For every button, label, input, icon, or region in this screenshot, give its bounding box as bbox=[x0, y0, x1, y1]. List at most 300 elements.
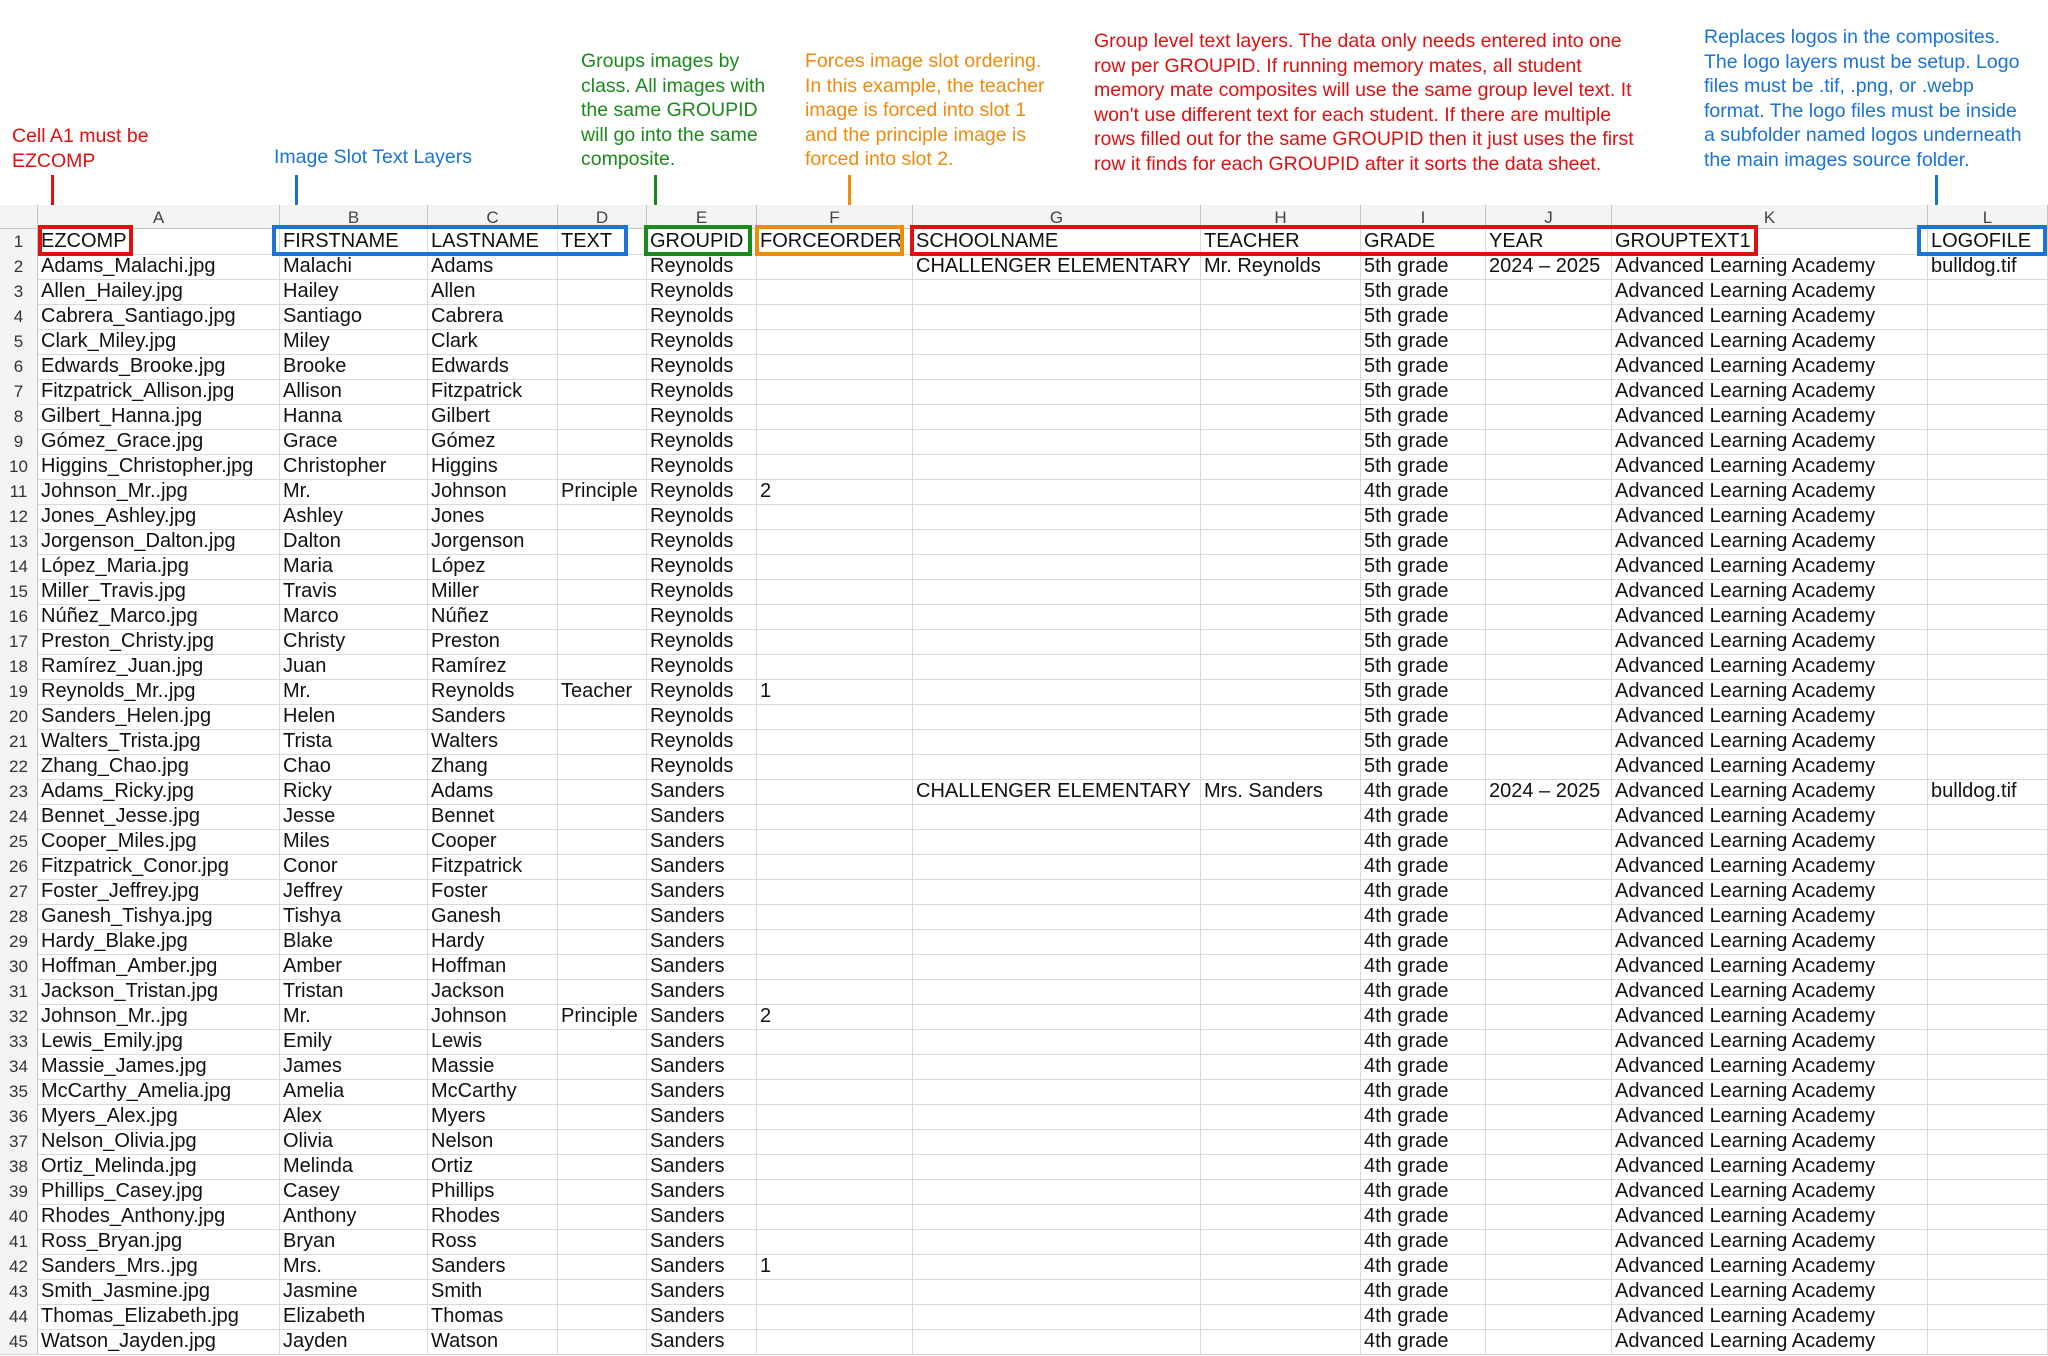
cell-d3[interactable] bbox=[558, 279, 647, 304]
cell-d19[interactable]: Teacher bbox=[558, 679, 647, 704]
row-header[interactable]: 15 bbox=[0, 579, 38, 604]
cell-e1[interactable]: GROUPID bbox=[647, 229, 757, 254]
cell-a28[interactable]: Ganesh_Tishya.jpg bbox=[38, 904, 280, 929]
cell-e41[interactable]: Sanders bbox=[647, 1229, 757, 1254]
cell-k38[interactable]: Advanced Learning Academy bbox=[1612, 1154, 1928, 1179]
cell-g10[interactable] bbox=[913, 454, 1201, 479]
cell-a5[interactable]: Clark_Miley.jpg bbox=[38, 329, 280, 354]
cell-f6[interactable] bbox=[757, 354, 913, 379]
cell-i37[interactable]: 4th grade bbox=[1361, 1129, 1486, 1154]
cell-a18[interactable]: Ramírez_Juan.jpg bbox=[38, 654, 280, 679]
cell-k32[interactable]: Advanced Learning Academy bbox=[1612, 1004, 1928, 1029]
cell-g17[interactable] bbox=[913, 629, 1201, 654]
cell-f11[interactable]: 2 bbox=[757, 479, 913, 504]
cell-h8[interactable] bbox=[1201, 404, 1361, 429]
cell-h36[interactable] bbox=[1201, 1104, 1361, 1129]
cell-b14[interactable]: Maria bbox=[280, 554, 428, 579]
cell-l37[interactable] bbox=[1928, 1129, 2048, 1154]
cell-l20[interactable] bbox=[1928, 704, 2048, 729]
cell-j40[interactable] bbox=[1486, 1204, 1612, 1229]
cell-d23[interactable] bbox=[558, 779, 647, 804]
cell-g43[interactable] bbox=[913, 1279, 1201, 1304]
row-header[interactable]: 10 bbox=[0, 454, 38, 479]
cell-i24[interactable]: 4th grade bbox=[1361, 804, 1486, 829]
cell-g8[interactable] bbox=[913, 404, 1201, 429]
cell-j37[interactable] bbox=[1486, 1129, 1612, 1154]
cell-b37[interactable]: Olivia bbox=[280, 1129, 428, 1154]
cell-e37[interactable]: Sanders bbox=[647, 1129, 757, 1154]
cell-c25[interactable]: Cooper bbox=[428, 829, 558, 854]
cell-d36[interactable] bbox=[558, 1104, 647, 1129]
cell-f39[interactable] bbox=[757, 1179, 913, 1204]
cell-e21[interactable]: Reynolds bbox=[647, 729, 757, 754]
cell-d37[interactable] bbox=[558, 1129, 647, 1154]
cell-f12[interactable] bbox=[757, 504, 913, 529]
cell-h11[interactable] bbox=[1201, 479, 1361, 504]
cell-a13[interactable]: Jorgenson_Dalton.jpg bbox=[38, 529, 280, 554]
cell-j18[interactable] bbox=[1486, 654, 1612, 679]
cell-e18[interactable]: Reynolds bbox=[647, 654, 757, 679]
cell-a27[interactable]: Foster_Jeffrey.jpg bbox=[38, 879, 280, 904]
cell-e26[interactable]: Sanders bbox=[647, 854, 757, 879]
cell-f28[interactable] bbox=[757, 904, 913, 929]
cell-g44[interactable] bbox=[913, 1304, 1201, 1329]
cell-j17[interactable] bbox=[1486, 629, 1612, 654]
row-header[interactable]: 20 bbox=[0, 704, 38, 729]
cell-a42[interactable]: Sanders_Mrs..jpg bbox=[38, 1254, 280, 1279]
cell-j21[interactable] bbox=[1486, 729, 1612, 754]
cell-k36[interactable]: Advanced Learning Academy bbox=[1612, 1104, 1928, 1129]
cell-j25[interactable] bbox=[1486, 829, 1612, 854]
row-header[interactable]: 11 bbox=[0, 479, 38, 504]
cell-a19[interactable]: Reynolds_Mr..jpg bbox=[38, 679, 280, 704]
cell-d24[interactable] bbox=[558, 804, 647, 829]
cell-b6[interactable]: Brooke bbox=[280, 354, 428, 379]
cell-b36[interactable]: Alex bbox=[280, 1104, 428, 1129]
cell-d42[interactable] bbox=[558, 1254, 647, 1279]
cell-g21[interactable] bbox=[913, 729, 1201, 754]
cell-i1[interactable]: GRADE bbox=[1361, 229, 1486, 254]
row-header[interactable]: 2 bbox=[0, 254, 38, 279]
row-header[interactable]: 23 bbox=[0, 779, 38, 804]
cell-d45[interactable] bbox=[558, 1329, 647, 1354]
cell-b20[interactable]: Helen bbox=[280, 704, 428, 729]
cell-a21[interactable]: Walters_Trista.jpg bbox=[38, 729, 280, 754]
cell-j42[interactable] bbox=[1486, 1254, 1612, 1279]
cell-i32[interactable]: 4th grade bbox=[1361, 1004, 1486, 1029]
row-header[interactable]: 39 bbox=[0, 1179, 38, 1204]
cell-d10[interactable] bbox=[558, 454, 647, 479]
cell-i23[interactable]: 4th grade bbox=[1361, 779, 1486, 804]
cell-f10[interactable] bbox=[757, 454, 913, 479]
cell-j14[interactable] bbox=[1486, 554, 1612, 579]
cell-j16[interactable] bbox=[1486, 604, 1612, 629]
cell-d26[interactable] bbox=[558, 854, 647, 879]
cell-l4[interactable] bbox=[1928, 304, 2048, 329]
cell-e45[interactable]: Sanders bbox=[647, 1329, 757, 1354]
cell-f24[interactable] bbox=[757, 804, 913, 829]
cell-c13[interactable]: Jorgenson bbox=[428, 529, 558, 554]
cell-j43[interactable] bbox=[1486, 1279, 1612, 1304]
cell-k17[interactable]: Advanced Learning Academy bbox=[1612, 629, 1928, 654]
cell-a34[interactable]: Massie_James.jpg bbox=[38, 1054, 280, 1079]
cell-g19[interactable] bbox=[913, 679, 1201, 704]
cell-f45[interactable] bbox=[757, 1329, 913, 1354]
cell-i13[interactable]: 5th grade bbox=[1361, 529, 1486, 554]
cell-f4[interactable] bbox=[757, 304, 913, 329]
cell-j5[interactable] bbox=[1486, 329, 1612, 354]
cell-g28[interactable] bbox=[913, 904, 1201, 929]
cell-a6[interactable]: Edwards_Brooke.jpg bbox=[38, 354, 280, 379]
cell-d20[interactable] bbox=[558, 704, 647, 729]
cell-f38[interactable] bbox=[757, 1154, 913, 1179]
cell-g41[interactable] bbox=[913, 1229, 1201, 1254]
cell-j4[interactable] bbox=[1486, 304, 1612, 329]
cell-k44[interactable]: Advanced Learning Academy bbox=[1612, 1304, 1928, 1329]
cell-b45[interactable]: Jayden bbox=[280, 1329, 428, 1354]
row-header[interactable]: 26 bbox=[0, 854, 38, 879]
cell-d41[interactable] bbox=[558, 1229, 647, 1254]
cell-c28[interactable]: Ganesh bbox=[428, 904, 558, 929]
cell-k12[interactable]: Advanced Learning Academy bbox=[1612, 504, 1928, 529]
cell-h15[interactable] bbox=[1201, 579, 1361, 604]
cell-c34[interactable]: Massie bbox=[428, 1054, 558, 1079]
cell-k18[interactable]: Advanced Learning Academy bbox=[1612, 654, 1928, 679]
cell-c31[interactable]: Jackson bbox=[428, 979, 558, 1004]
cell-g23[interactable]: CHALLENGER ELEMENTARY bbox=[913, 779, 1201, 804]
cell-d28[interactable] bbox=[558, 904, 647, 929]
cell-b11[interactable]: Mr. bbox=[280, 479, 428, 504]
cell-j32[interactable] bbox=[1486, 1004, 1612, 1029]
cell-k25[interactable]: Advanced Learning Academy bbox=[1612, 829, 1928, 854]
cell-g5[interactable] bbox=[913, 329, 1201, 354]
cell-d1[interactable]: TEXT bbox=[558, 229, 647, 254]
cell-b22[interactable]: Chao bbox=[280, 754, 428, 779]
cell-a8[interactable]: Gilbert_Hanna.jpg bbox=[38, 404, 280, 429]
cell-j38[interactable] bbox=[1486, 1154, 1612, 1179]
cell-l15[interactable] bbox=[1928, 579, 2048, 604]
cell-d17[interactable] bbox=[558, 629, 647, 654]
cell-g34[interactable] bbox=[913, 1054, 1201, 1079]
cell-j30[interactable] bbox=[1486, 954, 1612, 979]
row-header[interactable]: 45 bbox=[0, 1329, 38, 1354]
cell-c8[interactable]: Gilbert bbox=[428, 404, 558, 429]
row-header[interactable]: 1 bbox=[0, 229, 38, 254]
cell-j29[interactable] bbox=[1486, 929, 1612, 954]
cell-c33[interactable]: Lewis bbox=[428, 1029, 558, 1054]
cell-j34[interactable] bbox=[1486, 1054, 1612, 1079]
column-header-i[interactable]: I bbox=[1361, 205, 1486, 228]
cell-b8[interactable]: Hanna bbox=[280, 404, 428, 429]
cell-i42[interactable]: 4th grade bbox=[1361, 1254, 1486, 1279]
cell-a22[interactable]: Zhang_Chao.jpg bbox=[38, 754, 280, 779]
cell-g29[interactable] bbox=[913, 929, 1201, 954]
cell-l7[interactable] bbox=[1928, 379, 2048, 404]
cell-j6[interactable] bbox=[1486, 354, 1612, 379]
row-header[interactable]: 6 bbox=[0, 354, 38, 379]
cell-e27[interactable]: Sanders bbox=[647, 879, 757, 904]
cell-i15[interactable]: 5th grade bbox=[1361, 579, 1486, 604]
column-header-j[interactable]: J bbox=[1486, 205, 1612, 228]
cell-b15[interactable]: Travis bbox=[280, 579, 428, 604]
cell-c32[interactable]: Johnson bbox=[428, 1004, 558, 1029]
cell-f19[interactable]: 1 bbox=[757, 679, 913, 704]
cell-k35[interactable]: Advanced Learning Academy bbox=[1612, 1079, 1928, 1104]
cell-i30[interactable]: 4th grade bbox=[1361, 954, 1486, 979]
cell-h39[interactable] bbox=[1201, 1179, 1361, 1204]
cell-e3[interactable]: Reynolds bbox=[647, 279, 757, 304]
cell-b32[interactable]: Mr. bbox=[280, 1004, 428, 1029]
cell-k45[interactable]: Advanced Learning Academy bbox=[1612, 1329, 1928, 1354]
row-header[interactable]: 7 bbox=[0, 379, 38, 404]
cell-b9[interactable]: Grace bbox=[280, 429, 428, 454]
cell-b24[interactable]: Jesse bbox=[280, 804, 428, 829]
cell-b25[interactable]: Miles bbox=[280, 829, 428, 854]
cell-h3[interactable] bbox=[1201, 279, 1361, 304]
cell-b5[interactable]: Miley bbox=[280, 329, 428, 354]
cell-h31[interactable] bbox=[1201, 979, 1361, 1004]
cell-g7[interactable] bbox=[913, 379, 1201, 404]
cell-e33[interactable]: Sanders bbox=[647, 1029, 757, 1054]
cell-c1[interactable]: LASTNAME bbox=[428, 229, 558, 254]
cell-c15[interactable]: Miller bbox=[428, 579, 558, 604]
cell-e2[interactable]: Reynolds bbox=[647, 254, 757, 279]
cell-d27[interactable] bbox=[558, 879, 647, 904]
cell-f13[interactable] bbox=[757, 529, 913, 554]
cell-f23[interactable] bbox=[757, 779, 913, 804]
row-header[interactable]: 4 bbox=[0, 304, 38, 329]
cell-a33[interactable]: Lewis_Emily.jpg bbox=[38, 1029, 280, 1054]
cell-k10[interactable]: Advanced Learning Academy bbox=[1612, 454, 1928, 479]
cell-f3[interactable] bbox=[757, 279, 913, 304]
cell-j22[interactable] bbox=[1486, 754, 1612, 779]
cell-f18[interactable] bbox=[757, 654, 913, 679]
cell-g25[interactable] bbox=[913, 829, 1201, 854]
cell-g15[interactable] bbox=[913, 579, 1201, 604]
cell-j7[interactable] bbox=[1486, 379, 1612, 404]
cell-b4[interactable]: Santiago bbox=[280, 304, 428, 329]
cell-h24[interactable] bbox=[1201, 804, 1361, 829]
cell-a2[interactable]: Adams_Malachi.jpg bbox=[38, 254, 280, 279]
cell-b43[interactable]: Jasmine bbox=[280, 1279, 428, 1304]
cell-b31[interactable]: Tristan bbox=[280, 979, 428, 1004]
row-header[interactable]: 18 bbox=[0, 654, 38, 679]
row-header[interactable]: 3 bbox=[0, 279, 38, 304]
cell-c23[interactable]: Adams bbox=[428, 779, 558, 804]
cell-h22[interactable] bbox=[1201, 754, 1361, 779]
cell-a20[interactable]: Sanders_Helen.jpg bbox=[38, 704, 280, 729]
cell-j41[interactable] bbox=[1486, 1229, 1612, 1254]
cell-h35[interactable] bbox=[1201, 1079, 1361, 1104]
cell-f21[interactable] bbox=[757, 729, 913, 754]
cell-j45[interactable] bbox=[1486, 1329, 1612, 1354]
cell-i41[interactable]: 4th grade bbox=[1361, 1229, 1486, 1254]
cell-l9[interactable] bbox=[1928, 429, 2048, 454]
cell-h42[interactable] bbox=[1201, 1254, 1361, 1279]
cell-d8[interactable] bbox=[558, 404, 647, 429]
cell-j2[interactable]: 2024 – 2025 bbox=[1486, 254, 1612, 279]
cell-l45[interactable] bbox=[1928, 1329, 2048, 1354]
cell-d35[interactable] bbox=[558, 1079, 647, 1104]
cell-c24[interactable]: Bennet bbox=[428, 804, 558, 829]
cell-l41[interactable] bbox=[1928, 1229, 2048, 1254]
cell-g35[interactable] bbox=[913, 1079, 1201, 1104]
cell-d25[interactable] bbox=[558, 829, 647, 854]
cell-l31[interactable] bbox=[1928, 979, 2048, 1004]
cell-k9[interactable]: Advanced Learning Academy bbox=[1612, 429, 1928, 454]
cell-i10[interactable]: 5th grade bbox=[1361, 454, 1486, 479]
cell-b16[interactable]: Marco bbox=[280, 604, 428, 629]
cell-a4[interactable]: Cabrera_Santiago.jpg bbox=[38, 304, 280, 329]
cell-a43[interactable]: Smith_Jasmine.jpg bbox=[38, 1279, 280, 1304]
cell-a12[interactable]: Jones_Ashley.jpg bbox=[38, 504, 280, 529]
cell-f20[interactable] bbox=[757, 704, 913, 729]
cell-c26[interactable]: Fitzpatrick bbox=[428, 854, 558, 879]
cell-g30[interactable] bbox=[913, 954, 1201, 979]
row-header[interactable]: 43 bbox=[0, 1279, 38, 1304]
cell-c9[interactable]: Gómez bbox=[428, 429, 558, 454]
cell-l38[interactable] bbox=[1928, 1154, 2048, 1179]
cell-d6[interactable] bbox=[558, 354, 647, 379]
cell-i9[interactable]: 5th grade bbox=[1361, 429, 1486, 454]
cell-j3[interactable] bbox=[1486, 279, 1612, 304]
cell-a9[interactable]: Gómez_Grace.jpg bbox=[38, 429, 280, 454]
cell-i7[interactable]: 5th grade bbox=[1361, 379, 1486, 404]
cell-h23[interactable]: Mrs. Sanders bbox=[1201, 779, 1361, 804]
cell-c19[interactable]: Reynolds bbox=[428, 679, 558, 704]
cell-l35[interactable] bbox=[1928, 1079, 2048, 1104]
cell-c38[interactable]: Ortiz bbox=[428, 1154, 558, 1179]
cell-h33[interactable] bbox=[1201, 1029, 1361, 1054]
cell-f7[interactable] bbox=[757, 379, 913, 404]
cell-d38[interactable] bbox=[558, 1154, 647, 1179]
cell-h30[interactable] bbox=[1201, 954, 1361, 979]
cell-g27[interactable] bbox=[913, 879, 1201, 904]
cell-l14[interactable] bbox=[1928, 554, 2048, 579]
row-header[interactable]: 33 bbox=[0, 1029, 38, 1054]
cell-k20[interactable]: Advanced Learning Academy bbox=[1612, 704, 1928, 729]
cell-d16[interactable] bbox=[558, 604, 647, 629]
cell-e44[interactable]: Sanders bbox=[647, 1304, 757, 1329]
cell-h37[interactable] bbox=[1201, 1129, 1361, 1154]
cell-k39[interactable]: Advanced Learning Academy bbox=[1612, 1179, 1928, 1204]
cell-i12[interactable]: 5th grade bbox=[1361, 504, 1486, 529]
cell-e29[interactable]: Sanders bbox=[647, 929, 757, 954]
cell-k2[interactable]: Advanced Learning Academy bbox=[1612, 254, 1928, 279]
row-header[interactable]: 36 bbox=[0, 1104, 38, 1129]
row-header[interactable]: 34 bbox=[0, 1054, 38, 1079]
cell-c42[interactable]: Sanders bbox=[428, 1254, 558, 1279]
cell-c18[interactable]: Ramírez bbox=[428, 654, 558, 679]
cell-l29[interactable] bbox=[1928, 929, 2048, 954]
cell-h45[interactable] bbox=[1201, 1329, 1361, 1354]
cell-k15[interactable]: Advanced Learning Academy bbox=[1612, 579, 1928, 604]
cell-k28[interactable]: Advanced Learning Academy bbox=[1612, 904, 1928, 929]
cell-i44[interactable]: 4th grade bbox=[1361, 1304, 1486, 1329]
cell-l1[interactable]: LOGOFILE bbox=[1928, 229, 2048, 254]
cell-b42[interactable]: Mrs. bbox=[280, 1254, 428, 1279]
cell-c11[interactable]: Johnson bbox=[428, 479, 558, 504]
cell-a10[interactable]: Higgins_Christopher.jpg bbox=[38, 454, 280, 479]
cell-e14[interactable]: Reynolds bbox=[647, 554, 757, 579]
cell-g39[interactable] bbox=[913, 1179, 1201, 1204]
cell-g36[interactable] bbox=[913, 1104, 1201, 1129]
cell-i34[interactable]: 4th grade bbox=[1361, 1054, 1486, 1079]
cell-j33[interactable] bbox=[1486, 1029, 1612, 1054]
row-header[interactable]: 31 bbox=[0, 979, 38, 1004]
cell-l36[interactable] bbox=[1928, 1104, 2048, 1129]
cell-c17[interactable]: Preston bbox=[428, 629, 558, 654]
row-header[interactable]: 8 bbox=[0, 404, 38, 429]
cell-g40[interactable] bbox=[913, 1204, 1201, 1229]
cell-d44[interactable] bbox=[558, 1304, 647, 1329]
cell-j8[interactable] bbox=[1486, 404, 1612, 429]
cell-h21[interactable] bbox=[1201, 729, 1361, 754]
cell-l17[interactable] bbox=[1928, 629, 2048, 654]
cell-g20[interactable] bbox=[913, 704, 1201, 729]
cell-d9[interactable] bbox=[558, 429, 647, 454]
cell-a40[interactable]: Rhodes_Anthony.jpg bbox=[38, 1204, 280, 1229]
cell-g4[interactable] bbox=[913, 304, 1201, 329]
cell-j35[interactable] bbox=[1486, 1079, 1612, 1104]
cell-k40[interactable]: Advanced Learning Academy bbox=[1612, 1204, 1928, 1229]
row-header[interactable]: 38 bbox=[0, 1154, 38, 1179]
cell-h25[interactable] bbox=[1201, 829, 1361, 854]
cell-l16[interactable] bbox=[1928, 604, 2048, 629]
cell-b10[interactable]: Christopher bbox=[280, 454, 428, 479]
cell-j11[interactable] bbox=[1486, 479, 1612, 504]
cell-g26[interactable] bbox=[913, 854, 1201, 879]
cell-e7[interactable]: Reynolds bbox=[647, 379, 757, 404]
cell-g9[interactable] bbox=[913, 429, 1201, 454]
cell-b21[interactable]: Trista bbox=[280, 729, 428, 754]
cell-d2[interactable] bbox=[558, 254, 647, 279]
cell-a26[interactable]: Fitzpatrick_Conor.jpg bbox=[38, 854, 280, 879]
cell-b3[interactable]: Hailey bbox=[280, 279, 428, 304]
cell-f25[interactable] bbox=[757, 829, 913, 854]
cell-k24[interactable]: Advanced Learning Academy bbox=[1612, 804, 1928, 829]
cell-h38[interactable] bbox=[1201, 1154, 1361, 1179]
cell-e19[interactable]: Reynolds bbox=[647, 679, 757, 704]
cell-c39[interactable]: Phillips bbox=[428, 1179, 558, 1204]
row-header[interactable]: 35 bbox=[0, 1079, 38, 1104]
row-header[interactable]: 30 bbox=[0, 954, 38, 979]
cell-l33[interactable] bbox=[1928, 1029, 2048, 1054]
cell-k41[interactable]: Advanced Learning Academy bbox=[1612, 1229, 1928, 1254]
cell-f8[interactable] bbox=[757, 404, 913, 429]
cell-f30[interactable] bbox=[757, 954, 913, 979]
cell-a16[interactable]: Núñez_Marco.jpg bbox=[38, 604, 280, 629]
column-header-l[interactable]: L bbox=[1928, 205, 2048, 228]
cell-c10[interactable]: Higgins bbox=[428, 454, 558, 479]
cell-e9[interactable]: Reynolds bbox=[647, 429, 757, 454]
cell-d5[interactable] bbox=[558, 329, 647, 354]
cell-l25[interactable] bbox=[1928, 829, 2048, 854]
cell-h14[interactable] bbox=[1201, 554, 1361, 579]
cell-i45[interactable]: 4th grade bbox=[1361, 1329, 1486, 1354]
cell-b38[interactable]: Melinda bbox=[280, 1154, 428, 1179]
cell-j12[interactable] bbox=[1486, 504, 1612, 529]
cell-h12[interactable] bbox=[1201, 504, 1361, 529]
cell-d29[interactable] bbox=[558, 929, 647, 954]
cell-j10[interactable] bbox=[1486, 454, 1612, 479]
cell-e34[interactable]: Sanders bbox=[647, 1054, 757, 1079]
cell-g11[interactable] bbox=[913, 479, 1201, 504]
cell-g33[interactable] bbox=[913, 1029, 1201, 1054]
cell-g22[interactable] bbox=[913, 754, 1201, 779]
cell-i5[interactable]: 5th grade bbox=[1361, 329, 1486, 354]
cell-d13[interactable] bbox=[558, 529, 647, 554]
